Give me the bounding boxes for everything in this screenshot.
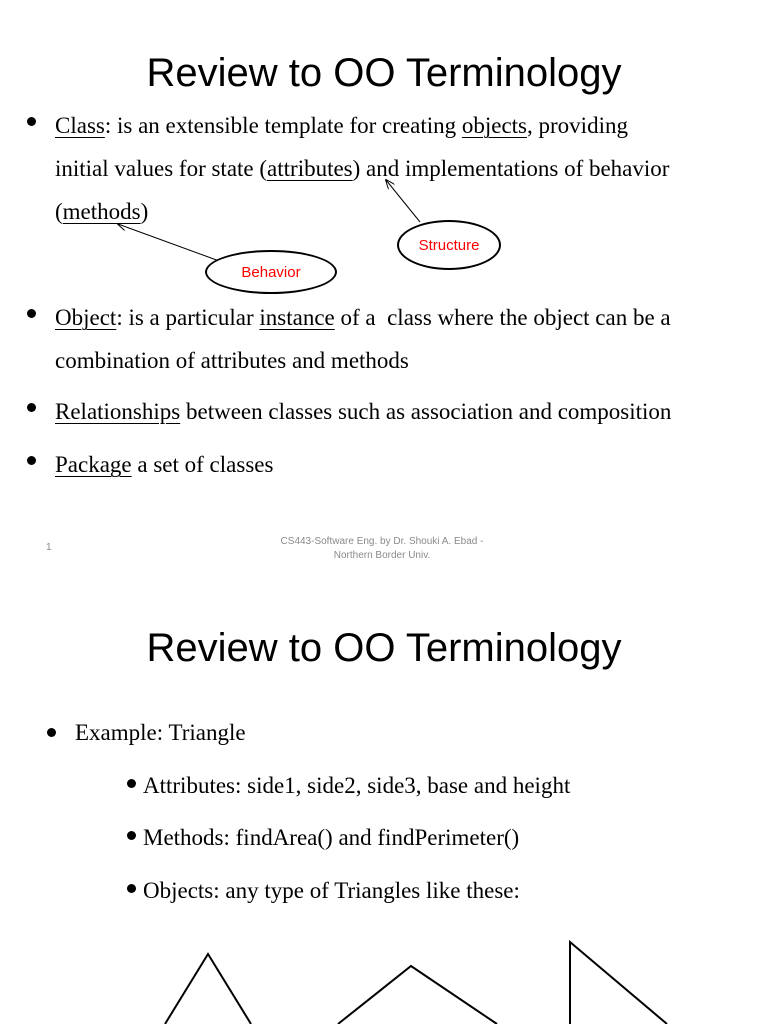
structure-label: Structure xyxy=(418,236,480,254)
class-line-3b: ) xyxy=(140,199,149,224)
triangle-obtuse xyxy=(338,966,497,1024)
bullet-package xyxy=(55,443,273,486)
example-text: Example: Triangle xyxy=(75,720,246,745)
structure-callout xyxy=(397,220,501,270)
bullet-dot-package xyxy=(27,456,36,465)
term-instance: instance xyxy=(259,305,335,330)
bullet-relationships xyxy=(55,390,671,433)
slide-2 xyxy=(0,590,768,1024)
package-text: a set of classes xyxy=(131,452,274,477)
slide-footer xyxy=(252,535,512,563)
triangle-examples xyxy=(0,590,768,1024)
class-line-2b: ) and implementations of behavior xyxy=(352,156,670,181)
slide-number: 1 xyxy=(46,542,52,553)
term-relationships: Relationships xyxy=(55,399,181,424)
relationships-text: between classes such as association and composition xyxy=(180,399,672,424)
behavior-arrow xyxy=(118,224,222,262)
structure-arrow xyxy=(386,180,420,222)
class-text-2: , providing xyxy=(527,113,628,138)
behavior-label: Behavior xyxy=(241,263,301,281)
term-object: Object xyxy=(55,305,117,330)
objects-text: Objects: any type of Triangles like these: xyxy=(143,878,520,903)
term-package: Package xyxy=(55,452,132,477)
bullet-object-line-1 xyxy=(55,296,671,339)
bullet-dot-relationships xyxy=(27,403,36,412)
class-text-1: : is an extensible template for creating xyxy=(104,113,462,138)
object-line-2: combination of attributes and methods xyxy=(55,348,409,373)
object-text-1: : is a particular xyxy=(116,305,260,330)
footer-line-2: Northern Border Univ. xyxy=(333,550,431,561)
slide-2-title: Review to OO Terminology xyxy=(146,626,622,670)
bullet-dot-object xyxy=(27,309,36,318)
methods-text: Methods: findArea() and findPerimeter() xyxy=(143,825,520,850)
object-text-2: of a class where the object can be a xyxy=(334,305,671,330)
behavior-callout xyxy=(205,250,337,294)
bullet-object-line-2 xyxy=(55,339,409,382)
footer-line-1: CS443-Software Eng. by Dr. Shouki A. Ebad - xyxy=(280,536,484,547)
term-class: Class xyxy=(55,113,105,138)
attributes-text: Attributes: side1, side2, side3, base and height xyxy=(143,773,571,798)
class-line-3a: ( xyxy=(55,199,63,224)
triangle-isosceles xyxy=(165,954,251,1024)
triangle-right xyxy=(570,942,667,1024)
term-objects: objects xyxy=(461,113,528,138)
term-attributes: attributes xyxy=(267,156,353,181)
slide-1-title: Review to OO Terminology xyxy=(146,51,622,95)
term-methods: methods xyxy=(62,199,141,224)
class-line-2a: initial values for state ( xyxy=(55,156,268,181)
